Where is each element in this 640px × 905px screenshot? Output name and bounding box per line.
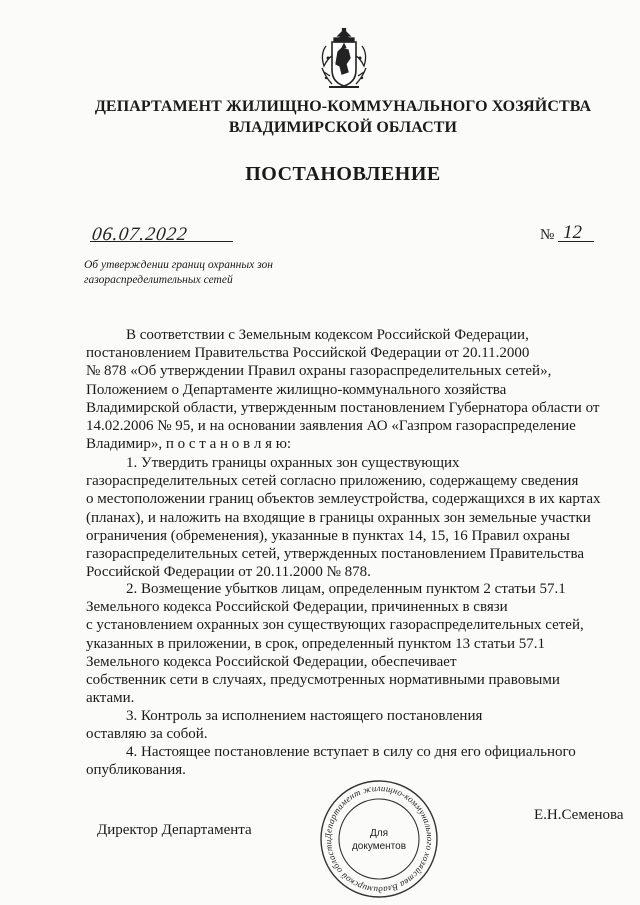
text-line: № 878 «Об утверждении Правил охраны газораспределительных сетей»,	[86, 363, 552, 380]
text-line: оставляю за собой.	[86, 726, 208, 743]
text-line: газораспределительных сетей согласно приложению, содержащему сведения	[86, 473, 579, 490]
signatory-position: Директор Департамента	[97, 822, 252, 838]
paragraph-item-3	[86, 707, 613, 743]
text-line: газораспределительных сетей, утвержденных постановлением Правительства	[86, 546, 584, 563]
text-line: (планах), и наложить на входящие в границы охранных зон земельные участки	[86, 509, 591, 526]
document-title: ПОСТАНОВЛЕНИЕ	[245, 163, 441, 185]
svg-text:Департамент жилищно-коммунальн	[323, 783, 435, 895]
handwritten-date: 06.07.2022	[90, 224, 190, 245]
document-subject	[84, 258, 324, 288]
text-line: о местоположении границ объектов землеустройства, содержащихся в их картах	[86, 491, 601, 508]
text-line: постановлением Правительства Российской Федерации от 20.11.2000	[86, 345, 530, 362]
date-underline	[90, 241, 233, 242]
text-line: опубликования.	[86, 762, 186, 779]
stamp-center-line2: документов	[351, 841, 407, 852]
text-line: Российской Федерации от 20.11.2000 № 878.	[86, 564, 371, 581]
paragraph-item-2	[86, 580, 613, 707]
text-line: Владимирской области, утвержденным постановлением Губернатора области от	[86, 399, 600, 416]
subject-line: газораспределительных сетей	[84, 274, 233, 286]
department-name-line2: ВЛАДИМИРСКОЙ ОБЛАСТИ	[228, 119, 458, 136]
signatory-name: Е.Н.Семенова	[534, 807, 624, 823]
text-line: Положением о Департаменте жилищно-коммунального хозяйства	[86, 381, 507, 398]
official-stamp	[318, 778, 440, 900]
paragraph-item-1	[86, 454, 613, 581]
text-line: актами.	[86, 690, 135, 707]
text-line: с установлением охранных зон существующих газораспределительных сетей,	[86, 617, 584, 634]
number-label: №	[540, 227, 555, 243]
stamp-center-line1: Для	[369, 828, 389, 839]
text-line: 4. Настоящее постановление вступает в силу со дня его официального	[126, 744, 576, 760]
text-line: 14.02.2006 № 95, и на основании заявления АО «Газпром газораспределение	[86, 418, 576, 435]
text-line: ограничения (обременения), указанные в пунктах 14, 15, 16 Правил охраны	[86, 527, 570, 544]
text-line: Земельного кодекса Российской Федерации, причиненных в связи	[86, 599, 508, 616]
text-line: собственник сети в случаях, предусмотренных нормативными правовыми	[86, 672, 560, 689]
subject-line: Об утверждении границ охранных зон	[84, 259, 273, 271]
stamp-ring-text: Департамент жилищно-коммунального хозяйства Владимирской области	[322, 782, 436, 896]
paragraph-item-4	[86, 743, 613, 779]
department-name-line1: ДЕПАРТАМЕНТ ЖИЛИЩНО-КОММУНАЛЬНОГО ХОЗЯЙСТВА	[94, 98, 592, 115]
text-line: указанных в приложении, в срок, определенный пунктом 13 статьи 57.1	[86, 635, 545, 652]
coat-of-arms-icon	[318, 28, 370, 90]
number-underline	[558, 241, 594, 242]
text-line: 3. Контроль за исполнением настоящего постановления	[126, 708, 483, 724]
paragraph-preamble	[86, 326, 613, 453]
text-line: Владимир», п о с т а н о в л я ю:	[86, 436, 292, 453]
text-line: 2. Возмещение убытков лицам, определенным пунктом 2 статьи 57.1	[126, 581, 566, 597]
text-line: В соответствии с Земельным кодексом Российской Федерации,	[126, 327, 529, 343]
handwritten-number: 12	[563, 222, 582, 243]
text-line: Земельного кодекса Российской Федерации, обеспечивает	[86, 653, 457, 670]
text-line: 1. Утвердить границы охранных зон существующих	[126, 455, 460, 471]
